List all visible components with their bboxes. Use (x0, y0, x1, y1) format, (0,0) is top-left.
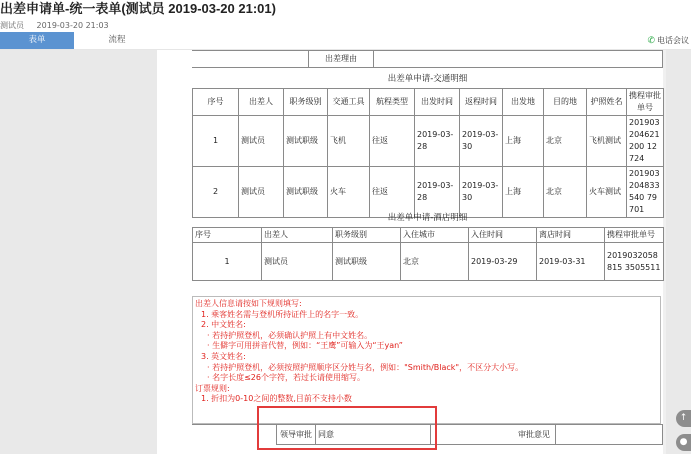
hotel-header-row (193, 228, 664, 243)
applicant-name: 测试员 (0, 21, 24, 30)
rules-line: · 若持护照登机，必须按照护照顺序区分姓与名，例如："Smith/Black"，不区分大小写。 (207, 362, 524, 372)
rules-line: 出差人信息请按如下规则填写: (195, 299, 302, 308)
rules-line: 2. 中文姓名: (201, 320, 246, 330)
table-cell: 测试员 (239, 116, 284, 167)
table-cell: 往返 (370, 167, 415, 218)
table-cell: 北京 (544, 167, 587, 218)
table-header: 入住时间 (469, 228, 537, 243)
table-header: 序号 (193, 228, 262, 243)
highlight-box (257, 406, 437, 450)
rules-line: 订票规则: (195, 383, 230, 393)
table-header: 目的地 (544, 89, 587, 116)
table-header: 返程时间 (460, 89, 503, 116)
table-cell: 火车 (328, 167, 370, 218)
table-cell: 火车测试 (587, 167, 627, 218)
header-datetime: 2019-03-20 21:03 (36, 21, 109, 30)
leader-approval-value: 同意 (316, 425, 431, 445)
reason-value (374, 51, 663, 68)
hotel-section-title: 出差单申请-酒店明细 (387, 213, 468, 223)
table-cell: 2019-03-28 (415, 167, 460, 218)
table-cell: 2019032058815 3505511 (605, 243, 664, 281)
table-cell: 2019-03-30 (460, 167, 503, 218)
leader-approval-label: 领导审批 (277, 425, 316, 445)
table-cell: 北京 (544, 116, 587, 167)
phone-icon: ✆ (647, 36, 655, 46)
table-cell: 飞机 (328, 116, 370, 167)
table-header: 序号 (193, 89, 239, 116)
tab-form[interactable]: 表单 (0, 32, 74, 49)
table-header: 入住城市 (401, 228, 469, 243)
table-row (193, 167, 664, 218)
left-margin (0, 50, 157, 454)
phone-conference-button[interactable] (647, 32, 689, 49)
table-cell: 1 (193, 243, 262, 281)
table-cell: 2019-03-29 (469, 243, 537, 281)
table-cell: 北京 (401, 243, 469, 281)
approval-opinion-value[interactable] (556, 425, 663, 445)
right-margin (666, 50, 691, 454)
table-cell: 上海 (503, 116, 544, 167)
rules-line: · 若持护照登机，必须确认护照上有中文姓名。 (207, 330, 373, 340)
table-header: 携程审批单号 (605, 228, 664, 243)
rules-line: 1. 乘客姓名需与登机所持证件上的名字一致。 (201, 309, 364, 319)
rules-line: · 生僻字可用拼音代替，例如：“王鹰”可输入为“王yan” (207, 341, 403, 351)
table-row (193, 243, 664, 281)
table-cell: 测试职级 (333, 243, 401, 281)
table-cell: 2019-03-28 (415, 116, 460, 167)
table-header: 出发时间 (415, 89, 460, 116)
table-cell: 上海 (503, 167, 544, 218)
traffic-section-title: 出差单申请-交通明细 (387, 74, 468, 84)
hotel-table (192, 227, 664, 281)
table-cell: 201903204833540 79701 (627, 167, 664, 218)
table-cell: 测试员 (239, 167, 284, 218)
phone-conference-label: 电话会议 (657, 36, 689, 45)
comment-icon[interactable]: ● (676, 434, 691, 451)
table-header: 离店时间 (537, 228, 605, 243)
table-row (193, 116, 664, 167)
table-header: 航程类型 (370, 89, 415, 116)
rules-line: 3. 英文姓名: (201, 351, 246, 361)
table-cell: 测试员 (262, 243, 333, 281)
traffic-table (192, 88, 664, 218)
scroll-top-icon[interactable]: ↑ (676, 410, 691, 427)
table-cell: 1 (193, 116, 239, 167)
header-meta (0, 20, 119, 32)
approval-opinion-label: 审批意见 (513, 425, 556, 445)
table-header: 携程审批单号 (627, 89, 664, 116)
rules-notice (192, 296, 661, 424)
table-cell: 2019-03-31 (537, 243, 605, 281)
table-cell: 测试职级 (284, 167, 328, 218)
table-header: 护照姓名 (587, 89, 627, 116)
table-header: 出发地 (503, 89, 544, 116)
table-header: 出差人 (239, 89, 284, 116)
table-header: 出差人 (262, 228, 333, 243)
table-cell: 201903204621200 12724 (627, 116, 664, 167)
rules-line: · 名字长度≤26个字符，若过长请使用缩写。 (207, 373, 365, 383)
table-header: 职务级别 (284, 89, 328, 116)
tab-flow[interactable]: 流程 (108, 35, 126, 45)
table-header: 交通工具 (328, 89, 370, 116)
table-cell: 测试职级 (284, 116, 328, 167)
reason-label: 出差理由 (309, 51, 374, 68)
rules-line: 1. 折扣为0-10之间的整数,目前不支持小数 (201, 394, 352, 404)
table-cell: 2 (193, 167, 239, 218)
tab-bar (0, 32, 691, 50)
traffic-header-row (193, 89, 664, 116)
table-header: 职务级别 (333, 228, 401, 243)
table-cell: 飞机测试 (587, 116, 627, 167)
table-cell: 往返 (370, 116, 415, 167)
reason-table (192, 50, 663, 68)
page-title: 出差申请单-统一表单(测试员 2019-03-20 21:01) (0, 1, 276, 16)
table-cell: 2019-03-30 (460, 116, 503, 167)
